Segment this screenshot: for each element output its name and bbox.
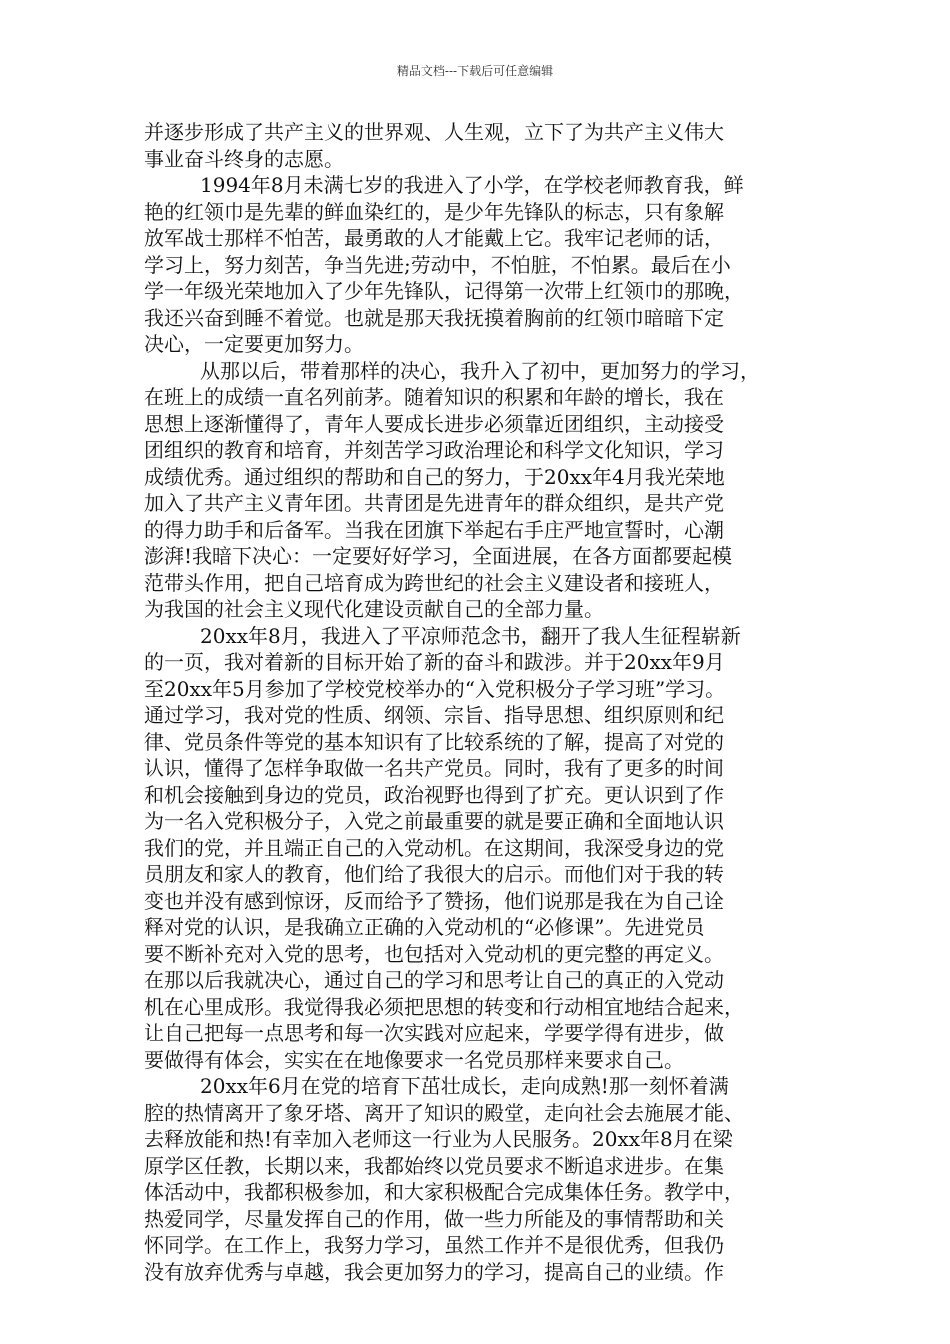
text-line: 认识，懂得了怎样争取做一名共产党员。同时，我有了更多的时间	[144, 756, 724, 780]
text-line: 艳的红领巾是先辈的鲜血染红的，是少年先锋队的标志，只有象解	[144, 199, 724, 224]
text-line: 并逐步形成了共产主义的世界观、人生观，立下了为共产主义伟大	[144, 120, 724, 144]
paragraph	[144, 172, 820, 358]
text-line: 事业奋斗终身的志愿。	[144, 146, 344, 171]
text-line: 让自己把每一点思考和每一次实践对应起来，学要学得有进步，做	[144, 1021, 724, 1045]
text-line: 在班上的成绩一直名列前茅。随着知识的积累和年龄的增长，我在	[144, 385, 724, 409]
text-line: 的得力助手和后备军。当我在团旗下举起右手庄严地宣誓时，心潮	[144, 517, 724, 542]
text-line: 我还兴奋到睡不着觉。也就是那天我抚摸着胸前的红领巾暗暗下定	[144, 305, 724, 330]
text-line: 1994年8月未满七岁的我进入了小学，在学校老师教育我，鲜	[200, 173, 744, 197]
text-line: 我们的党，并且端正自己的入党动机。在这期间，我深受身边的党	[144, 835, 724, 860]
text-line: 释对党的认识，是我确立正确的入党动机的“必修课”。先进党员	[144, 915, 705, 939]
paragraph	[144, 358, 820, 623]
text-line: 腔的热情离开了象牙塔、离开了知识的殿堂，走向社会去施展才能、	[144, 1100, 744, 1125]
text-line: 体活动中，我都积极参加，和大家积极配合完成集体任务。教学中，	[144, 1180, 744, 1204]
text-line: 至20xx年5月参加了学校党校举办的“入党积极分子学习班”学习。	[144, 676, 726, 701]
text-line: 思想上逐渐懂得了，青年人要成长进步必须靠近团组织，主动接受	[144, 411, 724, 436]
text-line: 20xx年6月在党的培育下茁壮成长，走向成熟!那一刻怀着满	[200, 1074, 729, 1098]
text-line: 的一页，我对着新的目标开始了新的奋斗和跋涉。并于20xx年9月	[144, 650, 725, 674]
text-line: 决心，一定要更加努力。	[144, 332, 364, 356]
text-line: 原学区任教，长期以来，我都始终以党员要求不断追求进步。在集	[144, 1153, 724, 1178]
text-line: 要做得有体会，实实在在地像要求一名党员那样来要求自己。	[144, 1047, 684, 1072]
text-line: 要不断补充对入党的思考，也包括对入党动机的更完整的再定义。	[144, 941, 724, 966]
text-line: 没有放弃优秀与卓越，我会更加努力的学习，提高自己的业绩。作	[144, 1259, 724, 1284]
text-line: 范带头作用，把自己培育成为跨世纪的社会主义建设者和接班人，	[144, 570, 724, 595]
text-line: 变也并没有感到惊讶，反而给予了赞扬，他们说那是我在为自己诠	[144, 888, 724, 913]
text-line: 为一名入党积极分子，入党之前最重要的就是要正确和全面地认识	[144, 809, 724, 833]
page-header: 精品文档---下载后可任意编辑	[396, 64, 554, 78]
text-line: 通过学习，我对党的性质、纲领、宗旨、指导思想、组织原则和纪	[144, 703, 724, 727]
text-line: 学习上，努力刻苦，争当先进;劳动中，不怕脏，不怕累。最后在小	[144, 252, 731, 277]
text-line: 热爱同学，尽量发挥自己的作用，做一些力所能及的事情帮助和关	[144, 1206, 724, 1231]
text-line: 20xx年8月，我进入了平凉师范念书，翻开了我人生征程崭新	[200, 623, 741, 648]
text-line: 团组织的教育和培育，并刻苦学习政治理论和科学文化知识，学习	[144, 438, 724, 462]
text-line: 去释放能和热!有幸加入老师这一行业为人民服务。20xx年8月在梁	[144, 1127, 733, 1151]
document-body	[144, 119, 820, 1285]
text-line: 成绩优秀。通过组织的帮助和自己的努力，于20xx年4月我光荣地	[144, 464, 725, 489]
paragraph	[144, 623, 820, 1074]
text-line: 放军战士那样不怕苦，最勇敢的人才能戴上它。我牢记老师的话，	[144, 226, 724, 250]
text-line: 为我国的社会主义现代化建设贡献自己的全部力量。	[144, 597, 604, 621]
text-line: 和机会接触到身边的党员，政治视野也得到了扩充。更认识到了作	[144, 782, 724, 807]
text-line: 怀同学。在工作上，我努力学习，虽然工作并不是很优秀，但我仍	[144, 1233, 724, 1257]
text-line: 员朋友和家人的教育，他们给了我很大的启示。而他们对于我的转	[144, 862, 724, 886]
text-line: 在那以后我就决心，通过自己的学习和思考让自己的真正的入党动	[144, 968, 724, 992]
text-line: 律、党员条件等党的基本知识有了比较系统的了解，提高了对党的	[144, 729, 724, 754]
text-line: 加入了共产主义青年团。共青团是先进青年的群众组织，是共产党	[144, 491, 724, 515]
text-line: 澎湃!我暗下决心：一定要好好学习，全面进展，在各方面都要起模	[144, 544, 733, 568]
text-line: 从那以后，带着那样的决心，我升入了初中，更加努力的学习，	[200, 358, 760, 383]
text-line: 机在心里成形。我觉得我必须把思想的转变和行动相宜地结合起来，	[144, 994, 744, 1019]
paragraph	[144, 119, 820, 172]
paragraph	[144, 1073, 820, 1285]
text-line: 学一年级光荣地加入了少年先锋队，记得第一次带上红领巾的那晚，	[144, 279, 744, 303]
